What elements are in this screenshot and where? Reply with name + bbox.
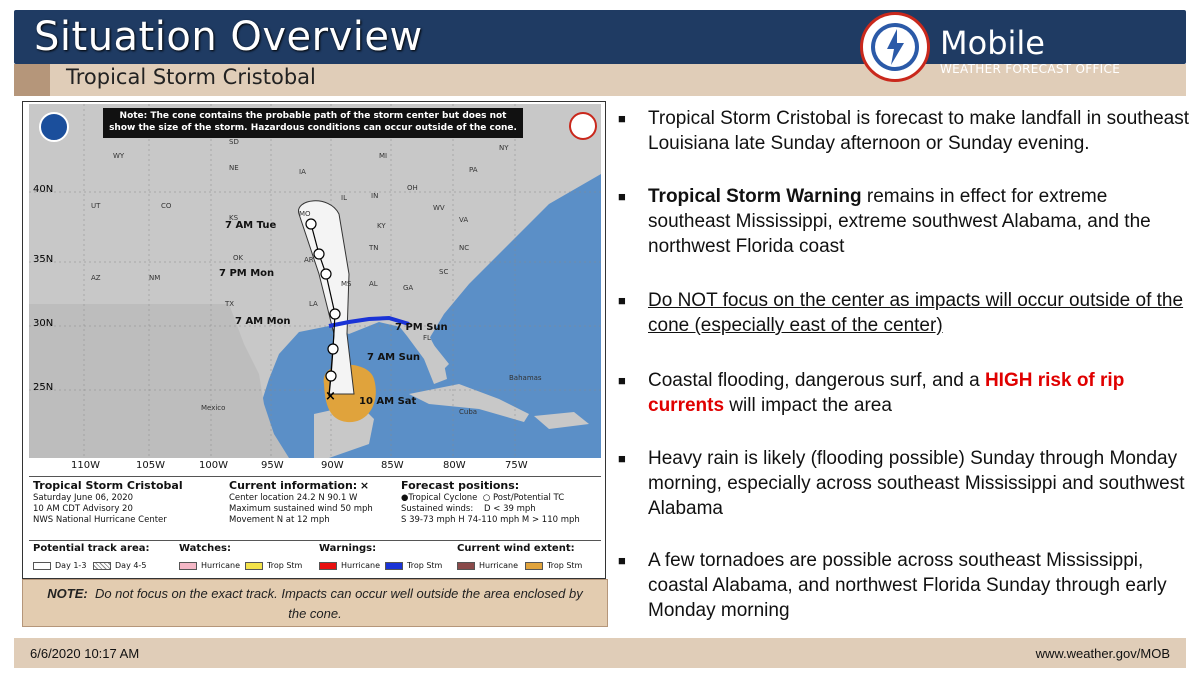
legend-day45: Day 4-5 [115, 561, 147, 570]
forecast-tc: Tropical Cyclone [408, 493, 478, 503]
state-label: IA [299, 168, 306, 176]
note-box [22, 579, 608, 627]
legend-ts-watch: Trop Stm [267, 561, 303, 570]
wind-scale: S 39-73 mph H 74-110 mph M > 110 mph [401, 515, 580, 525]
footer-timestamp: 6/6/2020 10:17 AM [30, 646, 140, 661]
current-position-icon: × [325, 389, 336, 404]
track-point [330, 309, 340, 319]
storm-date: Saturday June 06, 2020 [33, 493, 134, 503]
lon-label: 110W [71, 460, 100, 471]
bullet-text: Tropical Storm Cristobal is forecast to make landfall in southeast Louisiana late Sunday afternoon or Sunday evening. [648, 108, 1190, 154]
state-label: FL [423, 334, 431, 342]
square-bullet-icon: ■ [618, 451, 626, 466]
place-label: Cuba [459, 408, 478, 416]
square-bullet-icon: ■ [618, 189, 626, 204]
bullet-bold: Tropical Storm Warning [648, 186, 862, 207]
state-label: MO [299, 210, 311, 218]
state-label: TN [369, 244, 379, 252]
state-label: UT [91, 202, 101, 210]
lon-label: 75W [505, 460, 528, 471]
state-label: OH [407, 184, 418, 192]
footer-url[interactable]: www.weather.gov/MOB [1035, 646, 1170, 661]
center-location: Center location 24.2 N 90.1 W [229, 493, 358, 503]
sustained-label: Sustained winds: [401, 504, 474, 514]
bullet-text: Do NOT focus on the center as impacts will occur outside of the cone (especially east of the center) [648, 290, 1184, 336]
issuing-center: NWS National Hurricane Center [33, 515, 167, 525]
lat-label: 35N [33, 254, 54, 265]
nws-map-logo [569, 112, 597, 140]
state-label: GA [403, 284, 414, 292]
legend-ts-wind: Trop Stm [547, 561, 583, 570]
tc-dot-icon: ● [401, 493, 409, 503]
max-wind: Maximum sustained wind 50 mph [229, 504, 373, 514]
state-label: IL [341, 194, 347, 202]
legend-track-title: Potential track area: [33, 543, 150, 554]
track-label: 7 PM Mon [219, 268, 275, 279]
bullet-text: will impact the area [724, 395, 892, 416]
current-info-title: Current information: [229, 479, 358, 492]
note-label: NOTE: [47, 586, 88, 601]
lat-label: 30N [33, 318, 54, 329]
state-label: SC [439, 268, 449, 276]
hurricane-watch-swatch [179, 562, 197, 570]
legend-wind-title: Current wind extent: [457, 543, 575, 554]
track-point [306, 219, 316, 229]
track-label: 7 AM Sun [367, 352, 421, 363]
forecast-title: Forecast positions: [401, 479, 520, 492]
bullet-item [616, 446, 1194, 521]
current-position-icon: × [359, 479, 370, 492]
hurricane-wind-swatch [457, 562, 475, 570]
state-label: SD [229, 138, 239, 146]
hurricane-warning-swatch [319, 562, 337, 570]
map-note: Note: The cone contains the probable path of the storm center but does not show the size of the storm. Hazardous conditions can occur outside of the cone. [103, 108, 523, 138]
page-title: Situation Overview [34, 14, 423, 60]
state-label: MI [379, 152, 388, 160]
state-label: PA [469, 166, 478, 174]
state-label: LA [309, 300, 318, 308]
lon-label: 90W [321, 460, 344, 471]
legend-warnings-title: Warnings: [319, 543, 377, 554]
bullet-text: A few tornadoes are possible across southeast Mississippi, coastal Alabama, and northwest Florida Sunday through early Monday morning [648, 550, 1167, 621]
bullet-item [616, 106, 1194, 156]
state-label: NM [149, 274, 161, 282]
lon-label: 105W [136, 460, 165, 471]
lon-label: 80W [443, 460, 466, 471]
state-label: CO [161, 202, 172, 210]
note-text: Do not focus on the exact track. Impacts can occur well outside the area enclosed by the cone. [94, 586, 583, 621]
bullet-highlight: HIGH risk of rip currents [648, 370, 1125, 416]
bullet-item [616, 368, 1194, 418]
longitude-labels [29, 458, 601, 476]
track-label: 10 AM Sat [359, 396, 417, 407]
legend-hurricane-wind: Hurricane [479, 561, 519, 570]
state-label: WV [433, 204, 445, 212]
track-point [328, 344, 338, 354]
square-bullet-icon: ■ [618, 111, 626, 126]
lat-label: 40N [33, 184, 54, 195]
state-label: KS [229, 214, 239, 222]
bullet-item [616, 288, 1194, 338]
bullet-text: Coastal flooding, dangerous surf, and a [648, 370, 985, 391]
lon-label: 95W [261, 460, 284, 471]
state-label: NE [229, 164, 239, 172]
legend-hurricane-warning: Hurricane [341, 561, 381, 570]
footer-bar [14, 638, 1186, 668]
bullet-item [616, 184, 1194, 259]
nhc-cone-graphic [22, 101, 606, 579]
track-point [326, 371, 336, 381]
storm-name: Tropical Storm Cristobal [33, 479, 183, 492]
header [0, 0, 1200, 100]
storm-info-panel [29, 476, 601, 540]
legend-hurricane-watch: Hurricane [201, 561, 241, 570]
lightning-icon [871, 23, 919, 71]
advisory: 10 AM CDT Advisory 20 [33, 504, 133, 514]
track-label: 7 PM Sun [395, 322, 448, 333]
state-label: AR [304, 256, 314, 264]
state-label: OK [233, 254, 244, 262]
sustained-d: D < 39 mph [484, 504, 536, 514]
page-subtitle: Tropical Storm Cristobal [66, 65, 316, 89]
noaa-logo [39, 112, 69, 142]
legend-ts-warning: Trop Stm [407, 561, 443, 570]
state-label: AL [369, 280, 378, 288]
subtitle-accent [14, 64, 50, 96]
square-bullet-icon: ■ [618, 553, 626, 568]
forecast-ptc: Post/Potential TC [492, 493, 565, 503]
hispaniola-land [534, 412, 589, 429]
ptc-circle-icon: ○ [482, 493, 491, 503]
storm-map [29, 104, 601, 458]
state-label: WY [113, 152, 125, 160]
ts-watch-swatch [245, 562, 263, 570]
bullet-text: Heavy rain is likely (flooding possible) Sunday through Monday morning, especially across southeast Mississippi and southwest Alabama [648, 448, 1185, 519]
ts-warning-swatch [385, 562, 403, 570]
bullet-item [616, 548, 1194, 623]
map-legend [29, 540, 601, 574]
office-subtitle: WEATHER FORECAST OFFICE [940, 62, 1121, 76]
state-label: KY [377, 222, 386, 230]
state-label: MS [341, 280, 352, 288]
track-label: 7 AM Mon [235, 316, 291, 327]
nws-logo-inner [871, 23, 919, 71]
nws-logo [860, 12, 930, 82]
bullet-text: remains in effect for extreme southeast Mississippi, extreme southwest Alabama, and the northwest Florida coast [648, 186, 1151, 257]
track-point [314, 249, 324, 259]
lon-label: 85W [381, 460, 404, 471]
state-label: AZ [91, 274, 101, 282]
legend-watches-title: Watches: [179, 543, 231, 554]
movement: Movement N at 12 mph [229, 515, 330, 525]
track-label: 7 AM Tue [225, 220, 277, 231]
state-label: NC [459, 244, 470, 252]
state-label: NY [499, 144, 509, 152]
day13-swatch [33, 562, 51, 570]
day45-swatch [93, 562, 111, 570]
state-label: TX [225, 300, 235, 308]
office-name: Mobile [940, 24, 1045, 62]
lon-label: 100W [199, 460, 228, 471]
cuba-land [409, 384, 529, 422]
lat-label: 25N [33, 382, 54, 393]
legend-day13: Day 1-3 [55, 561, 87, 570]
square-bullet-icon: ■ [618, 373, 626, 388]
place-label: Bahamas [509, 374, 542, 382]
state-label: VA [459, 216, 469, 224]
ts-wind-swatch [525, 562, 543, 570]
square-bullet-icon: ■ [618, 293, 626, 308]
state-label: IN [371, 192, 379, 200]
track-point [321, 269, 331, 279]
place-label: Mexico [201, 404, 226, 412]
